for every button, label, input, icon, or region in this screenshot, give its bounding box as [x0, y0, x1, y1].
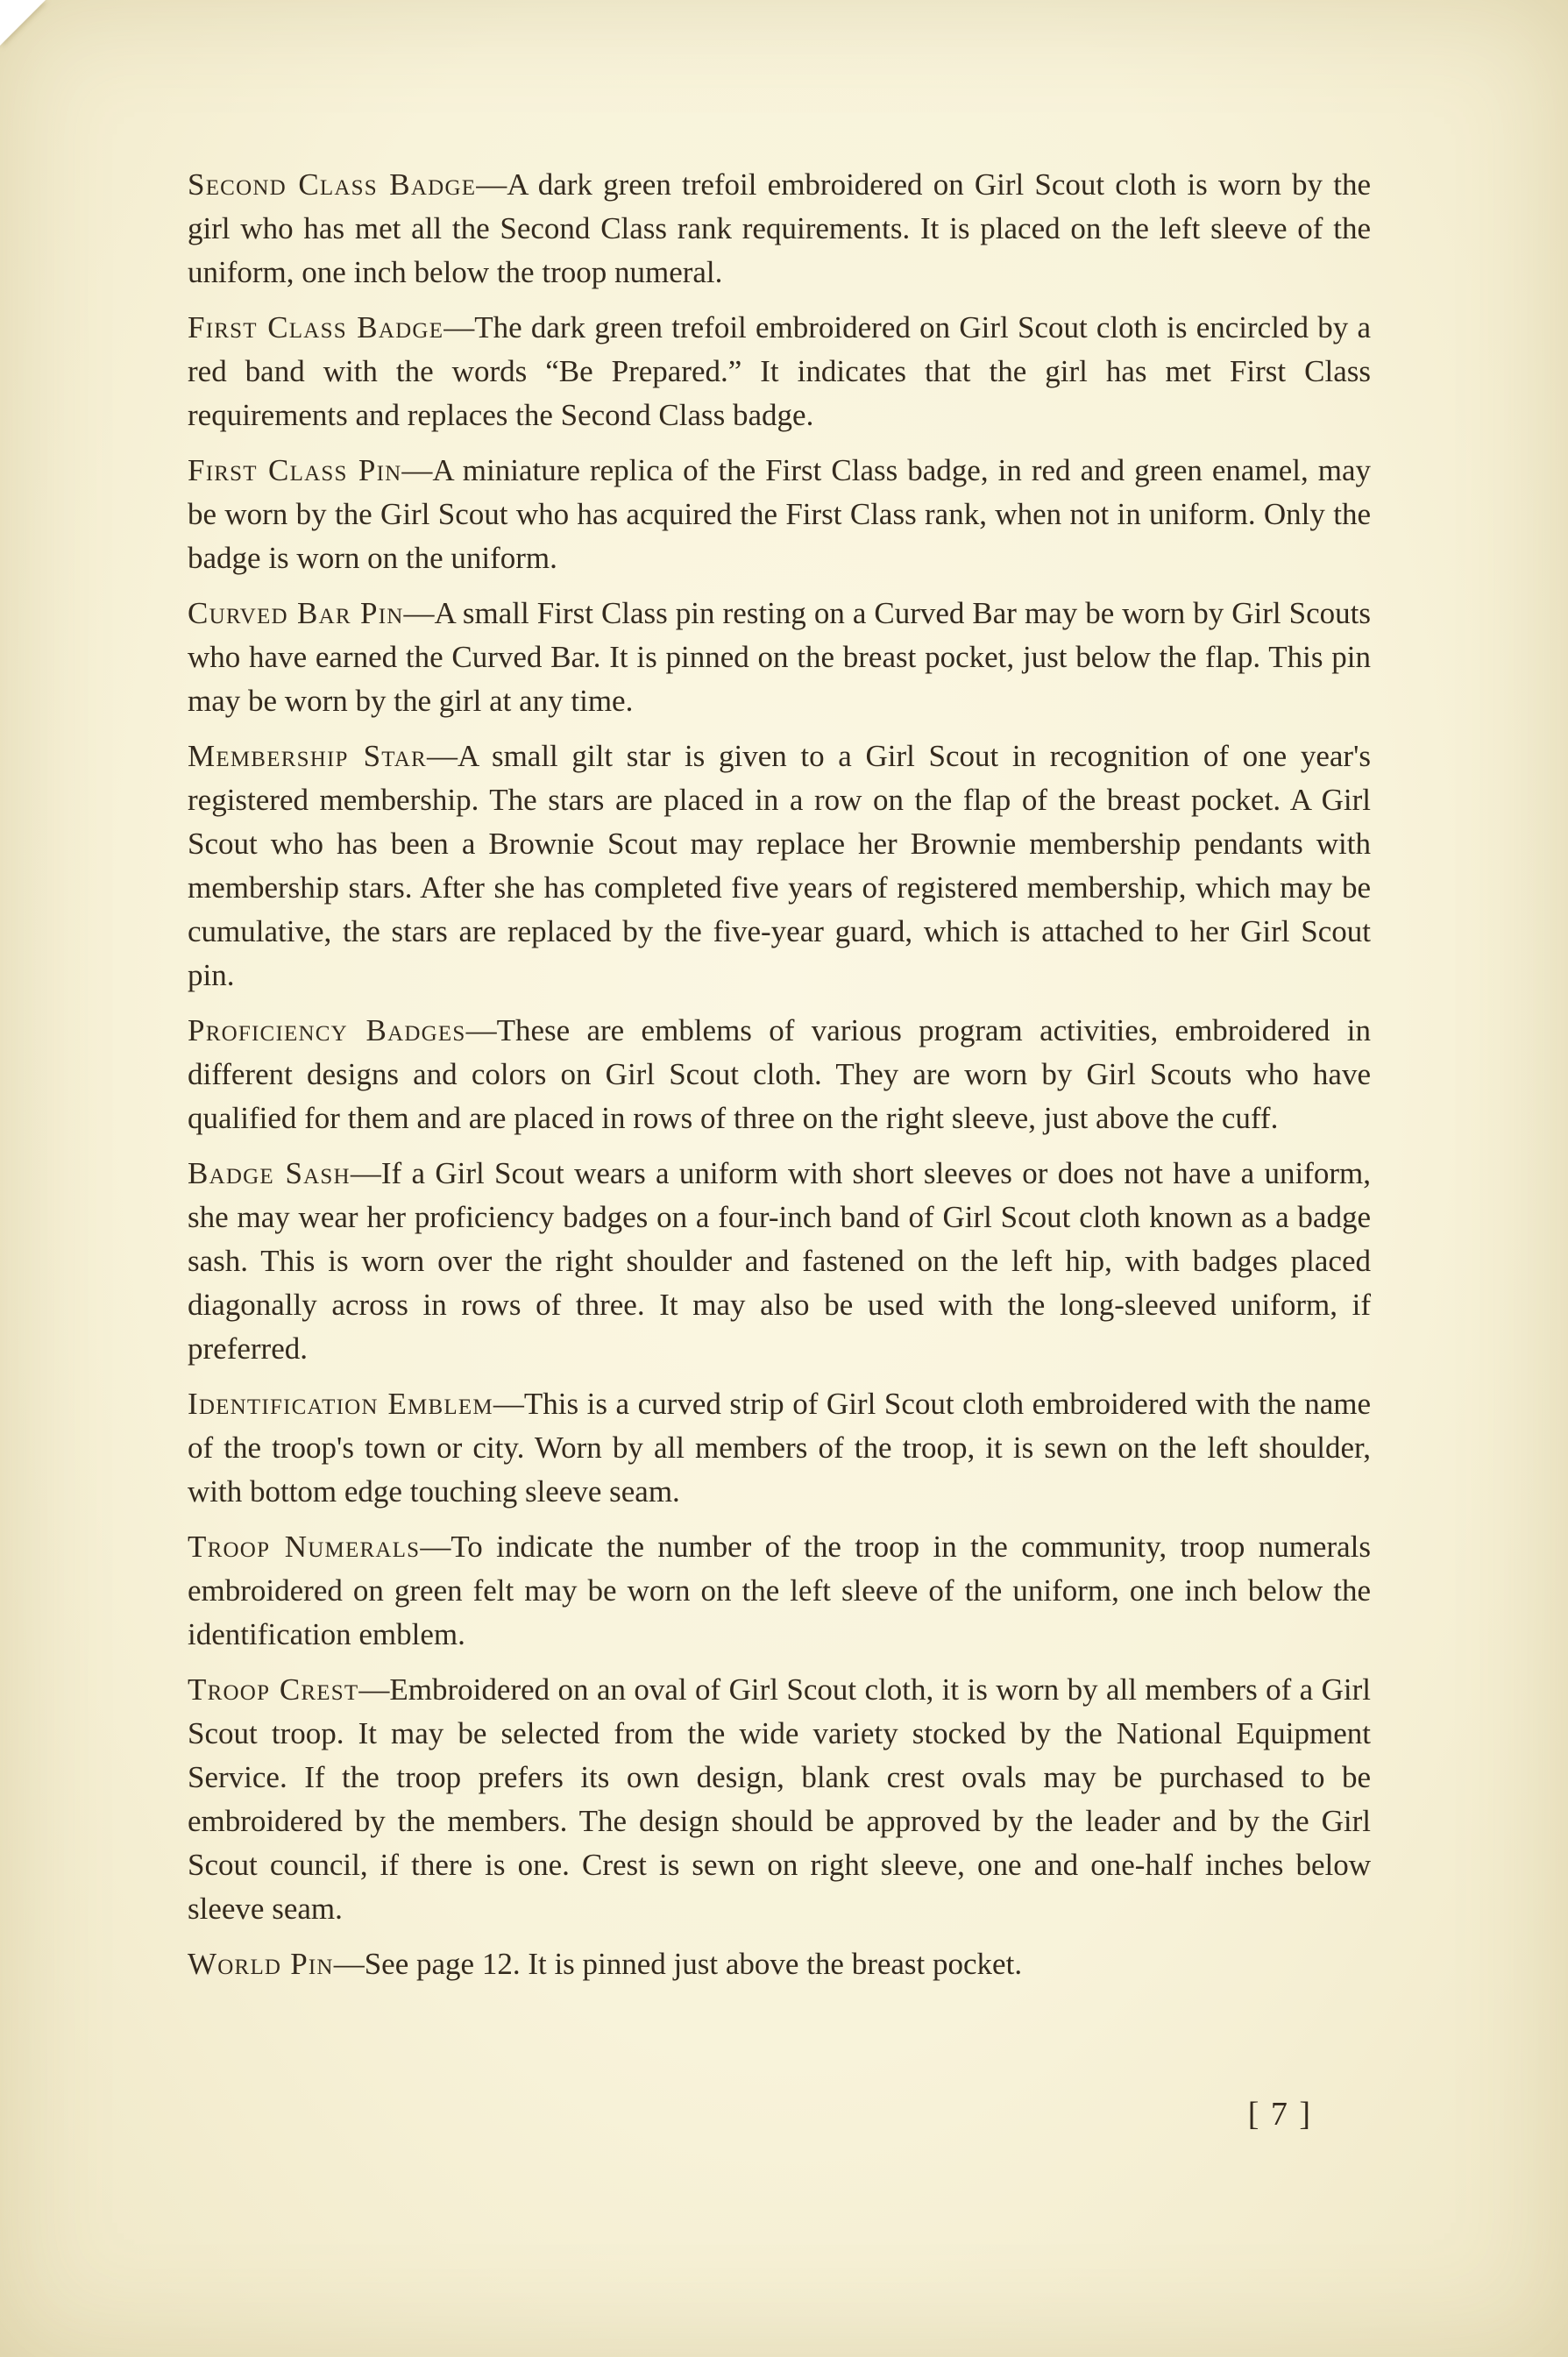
paragraph-term: Troop Numerals	[188, 1530, 421, 1564]
paragraph	[188, 449, 1371, 580]
paragraph-body: —Embroidered on an oval of Girl Scout cloth, it is worn by all members of a Girl Scout troop. It may be selected from the wide variety stocked by the National Equipment Service. If the troop prefers its own design, blank crest ovals may be purchased to be embroidered by the members. The design should be approved by the leader and by the Girl Scout council, if there is one. Crest is sewn on right sleeve, one and one-half inches below sleeve seam.	[188, 1672, 1371, 1926]
paragraph-body: —The dark green trefoil embroidered on Girl Scout cloth is encircled by a red band with the words “Be Prepared.” It indicates that the girl has met First Class requirements and replaces the Second Class badge.	[188, 310, 1371, 432]
paragraph-body: —To indicate the number of the troop in the community, troop numerals embroidered on green felt may be worn on the left sleeve of the uniform, one inch below the identification emblem.	[188, 1530, 1371, 1651]
paragraph-term: First Class Pin	[188, 453, 402, 487]
paragraph	[188, 1525, 1371, 1657]
paragraph-term: Second Class Badge	[188, 167, 477, 202]
paragraph-term: Curved Bar Pin	[188, 596, 404, 630]
paragraph-term: Troop Crest	[188, 1672, 359, 1707]
page-number: [ 7 ]	[1247, 2096, 1312, 2133]
paragraph	[188, 1942, 1371, 1986]
paragraph	[188, 306, 1371, 437]
paragraph-term: Membership Star	[188, 739, 427, 773]
paragraph-term: World Pin	[188, 1947, 334, 1981]
paragraph	[188, 592, 1371, 723]
paragraph-body: —These are emblems of various program activities, embroidered in different designs and colors on Girl Scout cloth. They are worn by Girl Scouts who have qualified for them and are placed in rows of three on the right sleeve, just above the cuff.	[188, 1013, 1371, 1135]
paragraph-body: —A dark green trefoil embroidered on Girl Scout cloth is worn by the girl who has met all the Second Class rank requirements. It is placed on the left sleeve of the uniform, one inch below the troop numeral.	[188, 167, 1371, 289]
paragraph-term: First Class Badge	[188, 310, 444, 344]
paragraph-term: Proficiency Badges	[188, 1013, 466, 1047]
paragraph	[188, 735, 1371, 997]
paragraph	[188, 1382, 1371, 1514]
paragraph-body: —See page 12. It is pinned just above the breast pocket.	[333, 1947, 1023, 1981]
page-corner-fold	[0, 0, 46, 46]
paragraph	[188, 1152, 1371, 1371]
paragraph	[188, 163, 1371, 295]
paragraph-body: —This is a curved strip of Girl Scout cloth embroidered with the name of the troop's town or city. Worn by all members of the troop, it is sewn on the left shoulder, with bottom edge touching sleeve seam.	[188, 1387, 1371, 1509]
paragraph	[188, 1668, 1371, 1931]
paragraph-term: Identification Emblem	[188, 1387, 493, 1421]
paragraph-term: Badge Sash	[188, 1156, 351, 1190]
paragraph-body: —A small gilt star is given to a Girl Scout in recognition of one year's registered membership. The stars are placed in a row on the flap of the breast pocket. A Girl Scout who has been a Brownie Scout may replace her Brownie membership pendants with membership stars. After she has completed five years of registered membership, which may be cumulative, the stars are replaced by the five-year guard, which is attached to her Girl Scout pin.	[188, 739, 1371, 992]
paragraph-body: —A miniature replica of the First Class badge, in red and green enamel, may be worn by the Girl Scout who has acquired the First Class rank, when not in uniform. Only the badge is worn on the uniform.	[188, 453, 1371, 575]
page-content	[188, 163, 1371, 1998]
paragraph-body: —If a Girl Scout wears a uniform with short sleeves or does not have a uniform, she may wear her proficiency badges on a four-inch band of Girl Scout cloth known as a badge sash. This is worn over the right shoulder and fastened on the left hip, with badges placed diagonally across in rows of three. It may also be used with the long-sleeved uniform, if preferred.	[188, 1156, 1371, 1366]
paragraph	[188, 1009, 1371, 1140]
paragraph-body: —A small First Class pin resting on a Curved Bar may be worn by Girl Scouts who have earned the Curved Bar. It is pinned on the breast pocket, just below the flap. This pin may be worn by the girl at any time.	[188, 596, 1371, 718]
